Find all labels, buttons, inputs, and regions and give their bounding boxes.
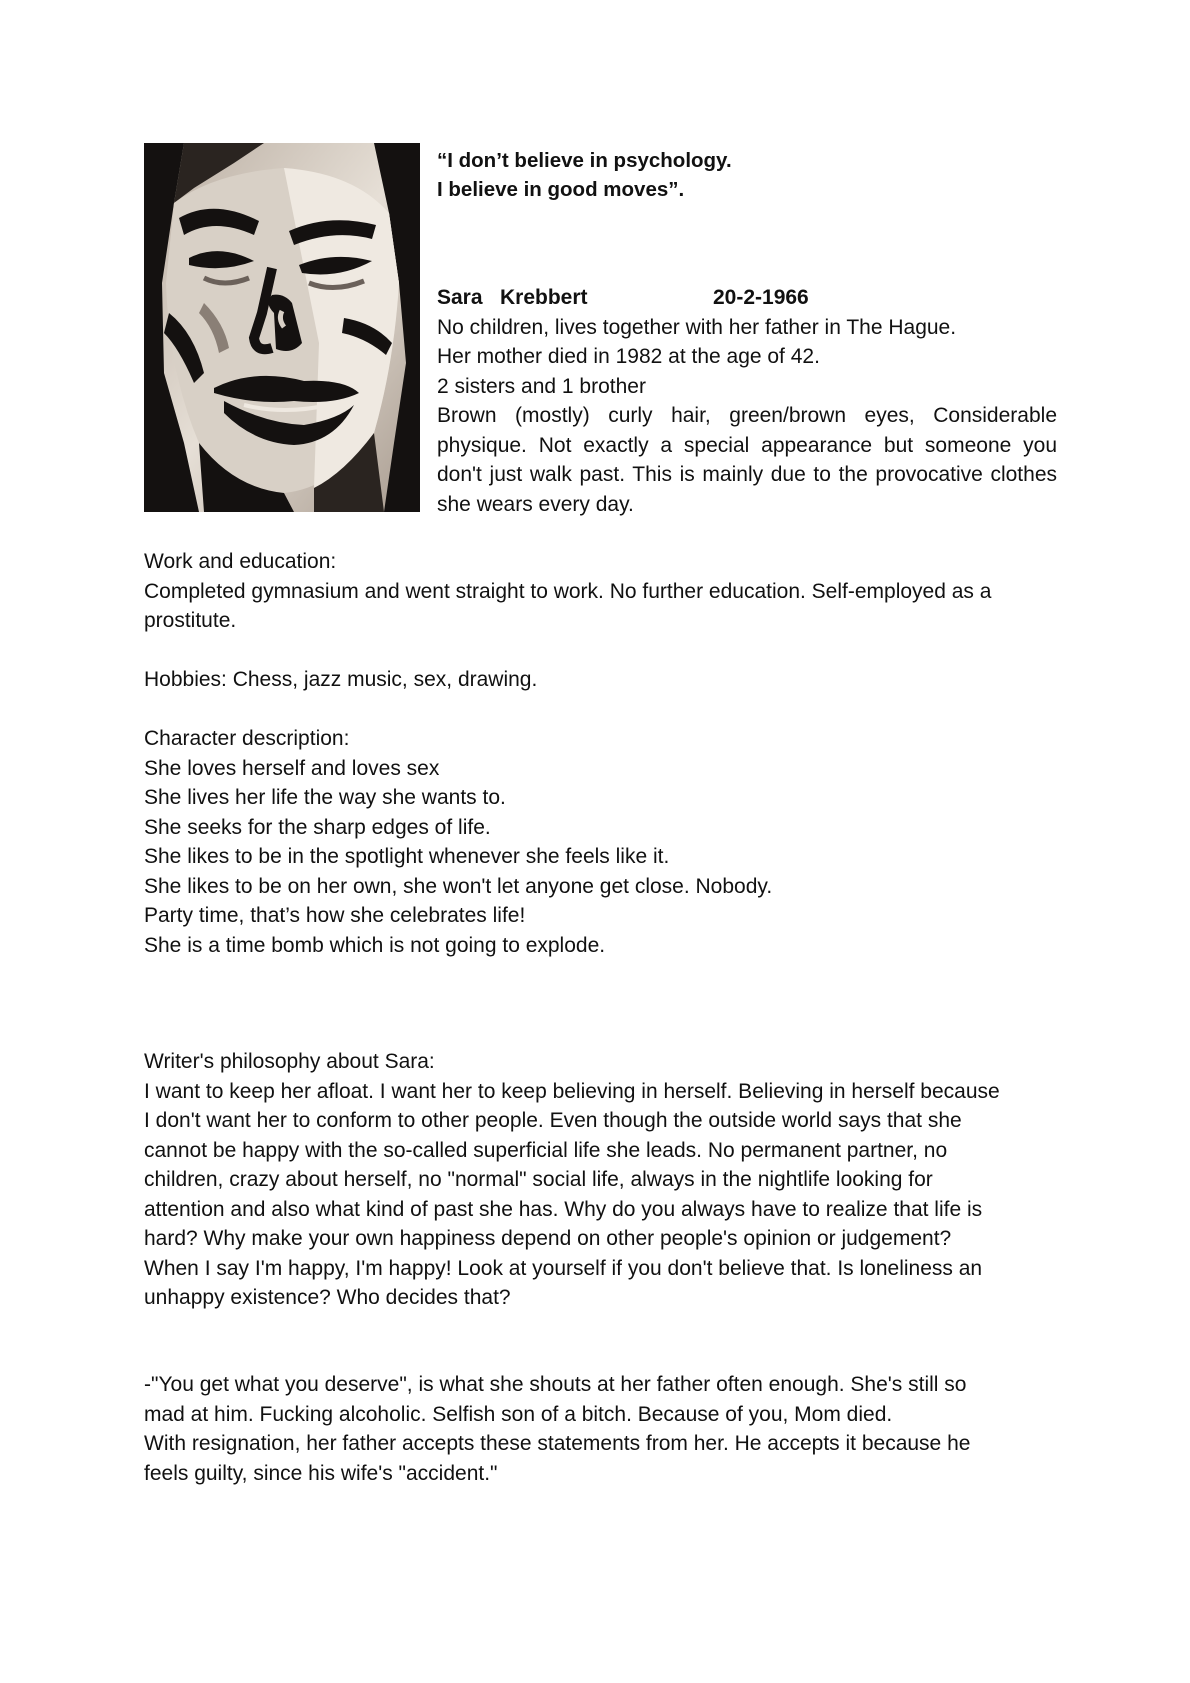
closing-line: -"You get what you deserve", is what she shouts at her father often enough. She's still so (144, 1373, 967, 1396)
quote-line: “I don’t believe in psychology. (437, 149, 732, 172)
philosophy-line: I want to keep her afloat. I want her to keep believing in herself. Believing in herself because (144, 1079, 1000, 1103)
closing-section (144, 1370, 1057, 1488)
appearance-description: Brown (mostly) curly hair, green/brown eyes, Considerable physique. Not exactly a special appearance but someone you don't just walk past. This is mainly due to the provocative clothes she wears every day. (437, 404, 1057, 516)
closing-line: With resignation, her father accepts these statements from her. He accepts it because he (144, 1432, 971, 1455)
section-heading: Writer's philosophy about Sara: (144, 1050, 435, 1073)
section-heading: Character description: (144, 727, 350, 750)
profile-block (437, 283, 1057, 519)
closing-line: mad at him. Fucking alcoholic. Selfish son of a bitch. Because of you, Mom died. (144, 1402, 893, 1426)
character-section (144, 724, 1057, 960)
first-name: Sara (437, 286, 483, 309)
character-line: She seeks for the sharp edges of life. (144, 815, 491, 839)
birth-date: 20-2-1966 (713, 286, 809, 309)
name-line (437, 283, 1057, 313)
character-line: She likes to be on her own, she won't let anyone get close. Nobody. (144, 874, 773, 898)
character-line: She is a time bomb which is not going to explode. (144, 933, 606, 957)
character-line: She loves herself and loves sex (144, 756, 440, 780)
philosophy-line: cannot be happy with the so-called superficial life she leads. No permanent partner, no (144, 1138, 948, 1162)
profile-line: Her mother died in 1982 at the age of 42. (437, 345, 820, 368)
philosophy-line: When I say I'm happy, I'm happy! Look at yourself if you don't believe that. Is loneliness an (144, 1256, 983, 1280)
portrait-icon (144, 143, 420, 512)
character-line: She lives her life the way she wants to. (144, 786, 506, 809)
profile-line: 2 sisters and 1 brother (437, 374, 646, 398)
closing-line: feels guilty, since his wife's "accident." (144, 1461, 498, 1485)
philosophy-line: hard? Why make your own happiness depend on other people's opinion or judgement? (144, 1227, 952, 1250)
portrait-painting (144, 143, 420, 512)
last-name: Krebbert (500, 286, 588, 309)
hobbies-text: Hobbies: Chess, jazz music, sex, drawing. (144, 668, 538, 691)
opening-quote (437, 146, 1057, 204)
philosophy-line: attention and also what kind of past she has. Why do you always have to realize that life is (144, 1197, 983, 1221)
quote-line: I believe in good moves”. (437, 178, 685, 201)
philosophy-line: children, crazy about herself, no "normal" social life, always in the nightlife looking for (144, 1168, 933, 1191)
work-section (144, 547, 1057, 636)
philosophy-line: unhappy existence? Who decides that? (144, 1286, 511, 1309)
section-heading: Work and education: (144, 550, 337, 573)
character-line: She likes to be in the spotlight whenever she feels like it. (144, 845, 670, 868)
philosophy-line: I don't want her to conform to other people. Even though the outside world says that she (144, 1109, 962, 1132)
philosophy-section (144, 1047, 1057, 1313)
work-text: Completed gymnasium and went straight to work. No further education. Self-employed as a prostitute. (144, 579, 992, 632)
hobbies-section (144, 665, 1057, 695)
character-line: Party time, that’s how she celebrates life! (144, 904, 526, 927)
profile-line: No children, lives together with her father in The Hague. (437, 315, 957, 339)
